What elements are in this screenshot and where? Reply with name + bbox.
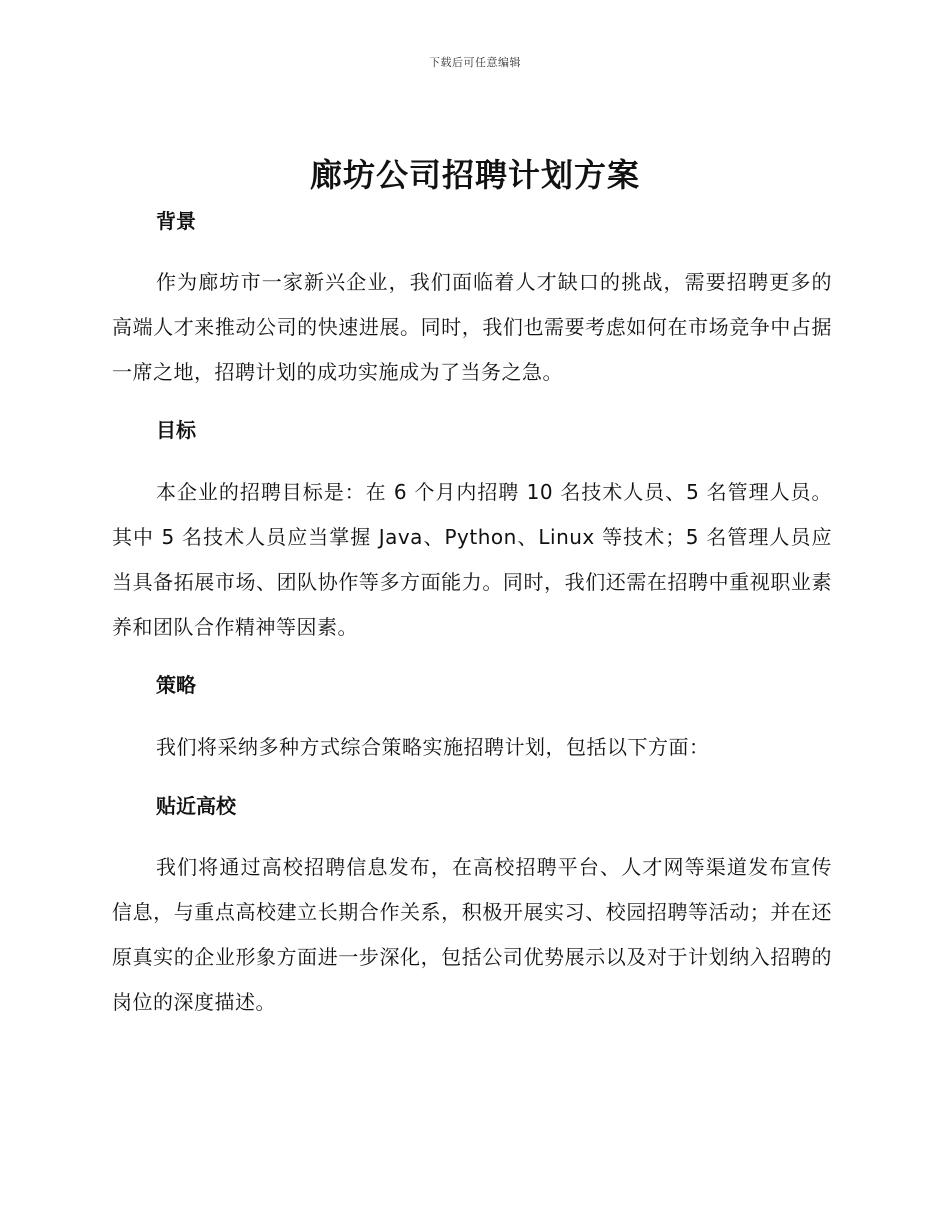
section-paragraph-campus: 我们将通过高校招聘信息发布，在高校招聘平台、人才网等渠道发布宣传信息，与重点高校建立长期合作关系，积极开展实习、校园招聘等活动；并在还原真实的企业形象方面进一步深化，包括公司优势展示以及对于计划纳入招聘的岗位的深度描述。 <box>112 855 832 1014</box>
section-heading-goal: 目标 <box>156 418 196 442</box>
section-paragraph-strategy: 我们将采纳多种方式综合策略实施招聘计划，包括以下方面： <box>156 735 710 759</box>
section-paragraph-background: 作为廊坊市一家新兴企业，我们面临着人才缺口的挑战，需要招聘更多的高端人才来推动公司的快速进展。同时，我们也需要考虑如何在市场竞争中占据一席之地，招聘计划的成功实施成为了当务之急。 <box>112 270 832 384</box>
header-note: 下载后可任意编辑 <box>429 56 521 69</box>
document-body <box>112 205 832 1025</box>
section-heading-campus: 贴近高校 <box>156 794 236 818</box>
section-heading-strategy: 策略 <box>156 673 196 697</box>
document-title: 廊坊公司招聘计划方案 <box>309 156 640 194</box>
section-paragraph-goal: 本企业的招聘目标是：在 6 个月内招聘 10 名技术人员、5 名管理人员。其中 5 名技术人员应当掌握 Java、Python、Linux 等技术；5 名管理人员应当具备拓展市场、团队协作等多方面能力。同时，我们还需在招聘中重视职业素养和团队合作精神等因素。 <box>112 480 832 639</box>
section-heading-background: 背景 <box>156 209 196 233</box>
